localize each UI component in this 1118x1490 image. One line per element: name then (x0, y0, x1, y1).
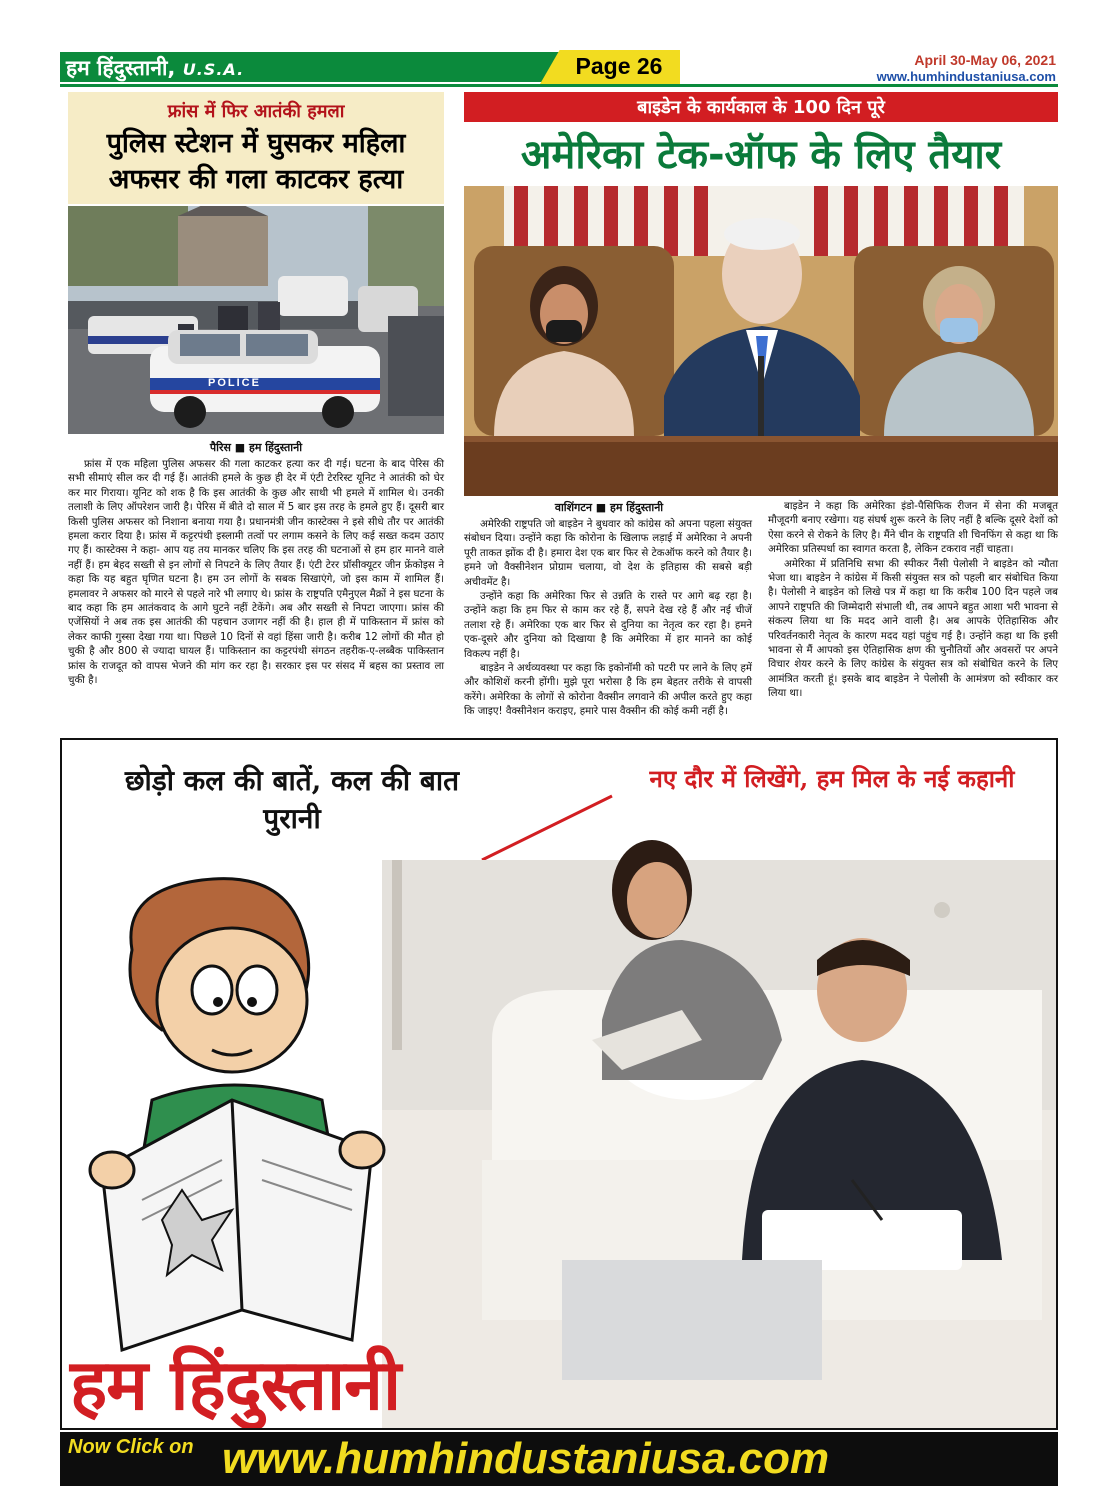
right-story-column-2 (768, 500, 1058, 702)
ad-website-link[interactable]: www.humhindustaniusa.com (222, 1434, 830, 1483)
left-story-kicker: फ्रांस में फिर आतंकी हमला (167, 101, 345, 122)
ad-brand-logo: हम हिंदुस्तानी (70, 1343, 401, 1426)
masthead-title-text: हम हिंदुस्तानी, (66, 56, 176, 80)
ad-illustration (62, 740, 1058, 1430)
right-col2-paragraph: अमेरिका में प्रतिनिधि सभा की स्पीकर नैंसी पेलोसी ने बाइडेन को न्यौता भेजा था। बाइडेन ने कांग्रेस में किसी संयुक्त सत्र को पहली बार संबोधित किया है। पेलोसी ने बाइडेन को लिखे पत्र में कहा था कि करीब 100 दिन पहले जब आपने राष्ट्रपति की जिम्मेदारी संभाली थी, तब आपने बहुत आशा भरी भावना से संकल्प लिया था कि मदद आने वाली है। अब आपके ऐतिहासिक और परिवर्तनकारी नेतृत्व के कारण मदद यहां पहुंच गई है। उन्होंने कहा था कि इसी भावना से मैं आपको इस ऐतिहासिक क्षण की चुनौतियों और अवसरों पर अपने विचार शेयर करने के लिए कांग्रेस के संयुक्त सत्र को संबोधित करने के लिए आमंत्रित करती हूं। इसके बाद बाइडेन ने पेलोसी के आमंत्रण को स्वीकार कर लिया था। (768, 558, 1058, 700)
masthead-title (66, 54, 244, 82)
right-col2-paragraph: बाइडेन ने कहा कि अमेरिका इंडो-पैसिफिक रीजन में सेना की मजबूत मौजूदगी बनाए रखेगा। यह संघर्ष शुरू करने के लिए नहीं है बल्कि दूसरे देशों को ऐसा करने से रोकने के लिए है। मैंने चीन के राष्ट्रपति शी चिनफिंग से कहा था कि अमेरिका प्रतिस्पर्धा का स्वागत करता है, लेकिन टकराव नहीं चाहता। (768, 501, 1058, 556)
right-story-kicker: बाइडेन के कार्यकाल के 100 दिन पूरे (637, 97, 885, 118)
ad-cta-text: Now Click on (68, 1436, 194, 1458)
masthead-rule (60, 84, 1058, 87)
right-story-dateline: वाशिंगटन ■ हम हिंदुस्तानी (554, 501, 664, 514)
right-col1-paragraph: उन्होंने कहा कि अमेरिका फिर से उन्नति के रास्ते पर आगे बढ़ रहा है। उन्होंने कहा कि हम फिर से काम कर रहे हैं, सपने देख रहे हैं और नई चीजें तलाश रहे हैं। अमेरिका एक बार फिर से दुनिया का नेतृत्व कर रहा है। हमने एक-दूसरे और दुनिया को दिखाया है कि अमेरिका में हार मानने का कोई विकल्प नहीं है। (464, 591, 752, 660)
right-col1-paragraph: बाइडेन ने अर्थव्यवस्था पर कहा कि इकोनॉमी को पटरी पर लाने के लिए हमें और कोशिशें करनी होंगी। मुझे पूरा भरोसा है कि हम बेहतर तरीके से वापसी करेंगे। अमेरिका के लोगों से कोरोना वैक्सीन लगवाने की अपील करते हुए कहा कि जाइए! वैक्सीनेशन कराइए, हमारे पास वैक्सीन की कोई कमी नहीं है। (464, 663, 752, 718)
left-story-dateline: पैरिस ■ हम हिंदुस्तानी (209, 441, 303, 454)
cartoon-boy-illustration (90, 879, 384, 1350)
ad-left-slogan: छोड़ो कल की बातें, कल की बात पुरानी (124, 764, 460, 835)
paris-police-photo (68, 206, 444, 434)
left-story-headline: पुलिस स्टेशन में घुसकर महिला अफसर की गला काटकर हत्या (106, 128, 406, 195)
page-number: Page 26 (575, 53, 663, 79)
masthead-title-suffix: U.S.A. (182, 60, 245, 79)
ad-right-slogan: नए दौर में लिखेंगे, हम मिल के नई कहानी (649, 764, 1015, 793)
biden-congress-photo (464, 186, 1058, 496)
advertisement (60, 738, 1058, 1430)
left-story-body: फ्रांस में एक महिला पुलिस अफसर की गला काटकर हत्या कर दी गई। घटना के बाद पेरिस की सभी सीमाएं सील कर दी गई हैं। आतंकी हमले के कुछ ही देर में एंटी टेररिस्ट यूनिट ने आतंकी को घेर कर मार गिराया। यूनिट को शक है कि इस आतंकी के कुछ और साथी भी हमले में शामिल थे। उनकी तलाशी के लिए ऑपरेशन जारी है। पेरिस में बीते दो साल में 5 बार इस तरह के हमले हुए हैं। दूसरी बार किसी पुलिस अफसर को निशाना बनाया गया है। प्रधानमंत्री जीन कास्टेक्स ने इसे सीधे तौर पर आतंकी हमला करार दिया है। फ्रांस में कट्टरपंथी इस्लामी तत्वों पर लगाम कसने के लिए कई सख्त कदम उठाए गए हैं। कास्टेक्स ने कहा- आप यह तय मानकर चलिए कि इस तरह की घटनाओं से हम हार मानने वाले नहीं हैं। हम बेहद सख्ती से इन लोगों से निपटने के लिए तैयार हैं। एंटी टेरर प्रॉसीक्यूटर जीन फ्रेंकोइस ने कहा कि यह बहुत घृणित घटना है। हम उन लोगों के सबक सिखाएंगे, जो इस काम में शामिल हैं। हमलावर ने अफसर को मारने से पहले नारे भी लगाए थे। फ्रांस के राष्ट्रपति एमैनुएल मैक्रों ने इस घटना के बाद कहा कि हम आतंकवाद के आगे घुटने नहीं टेकेंगे। अब और सख्ती से निपटा जाएगा। फ्रांस की एजेंसियों ने अब तक इस आतंकी की पहचान उजागर नहीं की है। हाल ही में पाकिस्तान में फ्रांस को लेकर काफी गुस्सा देखा गया था। पिछले 10 दिनों से वहां हिंसा जारी है। करीब 12 लोगों की मौत हो चुकी है और 800 से ज्यादा घायल हैं। पाकिस्तान का कट्टरपंथी संगठन तहरीक-ए-लब्बैक पाकिस्तान फ्रांस के राजदूत को वापस भेजने की मांग कर रहा है। सरकार इस पर संसद में बहस का प्रस्ताव ला चुकी है। (68, 459, 444, 687)
right-col1-paragraph: अमेरिकी राष्ट्रपति जो बाइडेन ने बुधवार को कांग्रेस को अपना पहला संयुक्त संबोधन दिया। उन्होंने कहा कि कोरोना के खिलाफ लड़ाई में अमेरिका ने अपनी पूरी ताकत झोंक दी है। हमारा देश एक बार फिर से टेकऑफ करने को तैयार है। हमने जो वैक्सीनेशन प्रोग्राम चलाया, वो देश के इतिहास की सबसे बड़ी अचीवमेंट है। (464, 519, 752, 588)
police-car-text: POLICE (208, 377, 261, 389)
right-story-headline: अमेरिका टेक-ऑफ के लिए तैयार (520, 132, 1002, 178)
right-story-column-1 (464, 518, 752, 720)
issue-date: April 30-May 06, 2021 (914, 52, 1056, 68)
masthead-website-link[interactable]: www.humhindustaniusa.com (876, 69, 1056, 84)
